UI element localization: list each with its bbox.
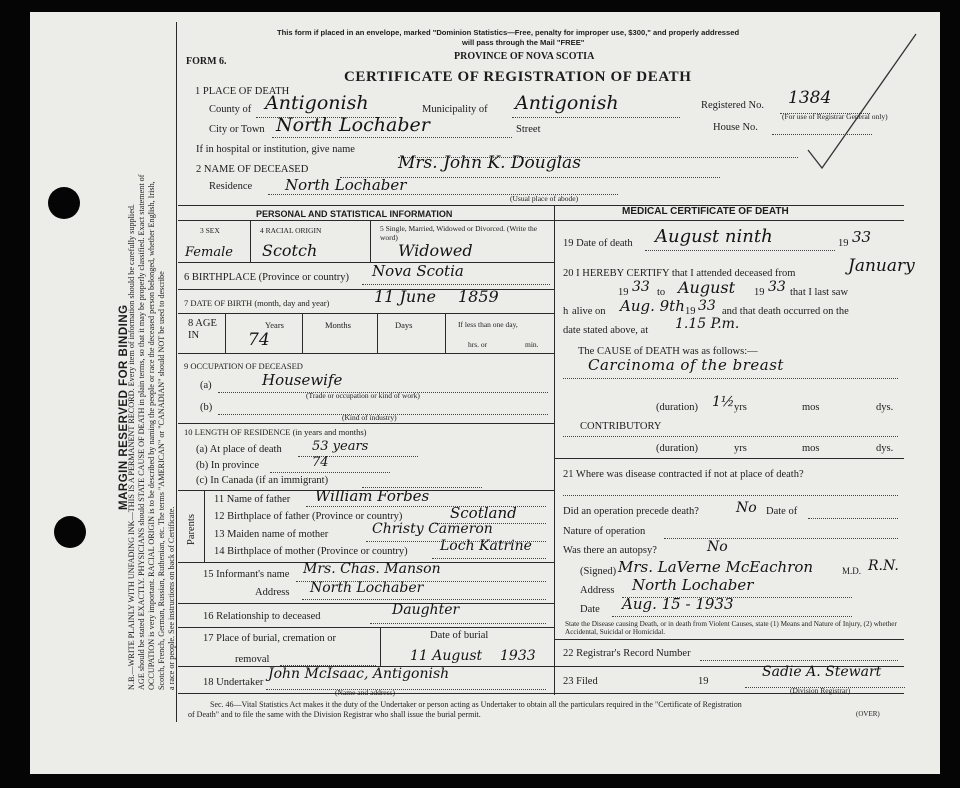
alive-year-value: 33: [698, 298, 716, 314]
yrs-2-label: yrs: [734, 443, 747, 454]
registered-no-value: 1384: [788, 88, 832, 108]
last-alive-value: Aug. 9th: [620, 297, 685, 315]
attended-to-value: August: [678, 278, 736, 297]
relationship-label: 16 Relationship to deceased: [203, 611, 321, 622]
residence-b-label: (b) In province: [196, 460, 259, 471]
burial-date-value: 11 August: [410, 648, 483, 664]
residence-c-label: (c) In Canada (if an immigrant): [196, 475, 329, 486]
occupation-value: Housewife: [262, 371, 343, 389]
death-occurred-label: and that death occurred on the: [722, 306, 849, 317]
autopsy-value: No: [707, 539, 728, 555]
operation-value: No: [736, 500, 757, 516]
contributory-label: CONTRIBUTORY: [580, 421, 662, 432]
undertaker-label: 18 Undertaker: [203, 677, 264, 688]
to-year-prefix: 19: [754, 287, 765, 298]
date-of-death-value: August ninth: [655, 226, 773, 247]
occupation-a-label: (a): [200, 380, 212, 391]
marital-value: Widowed: [398, 241, 473, 260]
place-of-death-label: 1 PLACE OF DEATH: [195, 86, 290, 97]
father-birthplace-label: 12 Birthplace of father (Province or country): [214, 511, 403, 522]
from-year-value: 33: [632, 279, 650, 295]
municipality-label: Municipality of: [422, 104, 488, 115]
deceased-name-value: Mrs. John K. Douglas: [398, 153, 581, 173]
race-label: 4 RACIAL ORIGIN: [260, 226, 322, 235]
registrar-check-mark: [800, 30, 920, 170]
residence-a-value: 53 years: [312, 439, 369, 454]
house-no-label: House No.: [713, 122, 758, 133]
dys-label: dys.: [876, 402, 894, 413]
sex-value: Female: [185, 245, 233, 260]
informant-label: 15 Informant's name: [203, 569, 290, 580]
form-number: FORM 6.: [186, 56, 227, 67]
duration-label: (duration): [656, 402, 698, 413]
less-than-day-label: If less than one day,: [458, 320, 518, 329]
city-value: North Lochaber: [276, 114, 430, 136]
alive-year-prefix: 19: [685, 306, 696, 317]
county-value: Antigonish: [265, 92, 369, 114]
parents-side-label: Parents: [186, 514, 197, 545]
mos-2-label: mos: [802, 443, 820, 454]
marital-label: 5 Single, Married, Widowed or Divorced. (Write the word): [380, 224, 538, 242]
relationship-value: Daughter: [392, 602, 460, 618]
date-stated-label: date stated above, at: [563, 325, 649, 336]
age-years-value: 74: [248, 330, 270, 350]
dod-year-prefix: 19: [838, 238, 849, 249]
undertaker-note: (Name and address): [335, 688, 395, 697]
rn-value: R.N.: [868, 558, 899, 574]
municipality-value: Antigonish: [515, 92, 619, 114]
date-of-death-label: 19 Date of death: [563, 238, 633, 249]
registrar-note: (For use of Registrar General only): [782, 112, 888, 121]
dys-2-label: dys.: [876, 443, 894, 454]
dob-daymonth: 11 June: [374, 287, 436, 306]
removal-label: removal: [235, 654, 270, 665]
medical-section-header: MEDICAL CERTIFICATE OF DEATH: [622, 206, 789, 217]
physician-date-value: Aug. 15 - 1933: [622, 595, 734, 613]
birthplace-label: 6 BIRTHPLACE (Province or country): [184, 272, 350, 283]
age-days-label: Days: [395, 320, 413, 330]
residence-length-label: 10 LENGTH OF RESIDENCE (in years and months): [184, 427, 367, 437]
mail-note: This form if placed in an envelope, marked "Dominion Statistics—Free, penalty for improper use, $300," and properly addressed: [277, 28, 740, 37]
occupation-label: 9 OCCUPATION OF DECEASED: [184, 361, 303, 371]
record-number-label: 22 Registrar's Record Number: [563, 648, 691, 659]
abode-note: (Usual place of abode): [510, 194, 579, 203]
violent-causes-note: State the Disease causing Death, or in death from Violent Causes, state (1) Means and Nature of Injury, (2) whether Accidental, Suicidal or Homicidal.: [565, 620, 897, 636]
age-months-label: Months: [325, 320, 351, 330]
residence-label: Residence: [209, 181, 253, 192]
occupation-a-note: (Trade or occupation or kind of work): [306, 391, 420, 400]
margin-title: MARGIN RESERVED FOR BINDING: [118, 304, 130, 510]
footer-over: (OVER): [856, 710, 880, 718]
residence-value: North Lochaber: [285, 176, 407, 194]
footer-text-1: Sec. 46—Vital Statistics Act makes it the duty of the Undertaker or person acting as Undertaker to obtain all the particulars required in the "Certificate of Registration: [210, 700, 742, 709]
sex-label: 3 SEX: [200, 226, 220, 235]
filed-year-prefix: 19: [698, 676, 709, 687]
personal-section-header: PERSONAL AND STATISTICAL INFORMATION: [256, 209, 453, 219]
occupation-b-label: (b): [200, 402, 213, 413]
informant-value: Mrs. Chas. Manson: [303, 561, 441, 577]
deceased-name-label: 2 NAME OF DECEASED: [196, 164, 309, 175]
street-label: Street: [516, 124, 541, 135]
informant-address-label: Address: [255, 587, 290, 598]
residence-b-value: 74: [312, 455, 329, 470]
footer-text-2: of Death" and to file the same with the Division Registrar who shall issue the burial permit.: [188, 710, 481, 719]
burial-date-label: Date of burial: [430, 630, 489, 641]
q21-label: 21 Where was disease contracted if not at place of death?: [563, 469, 804, 480]
mother-birthplace-value: Loch Katrine: [440, 538, 532, 554]
binding-hole-bottom: [54, 516, 86, 548]
occupation-b-note: (Kind of industry): [342, 413, 397, 422]
nature-of-operation-label: Nature of operation: [563, 526, 646, 537]
binding-hole-top: [48, 187, 80, 219]
dob-label: 7 DATE OF BIRTH (month, day and year): [184, 298, 330, 308]
cause-value: Carcinoma of the breast: [588, 356, 784, 374]
time-of-death-value: 1.15 P.m.: [675, 316, 740, 332]
to-label: to: [657, 287, 666, 298]
physician-date-label: Date: [580, 604, 600, 615]
physician-address-value: North Lochaber: [632, 576, 754, 594]
burial-year-value: 1933: [500, 648, 536, 664]
father-label: 11 Name of father: [214, 494, 291, 505]
race-value: Scotch: [262, 241, 318, 260]
physician-address-label: Address: [580, 585, 615, 596]
residence-a-label: (a) At place of death: [196, 444, 282, 455]
mos-label: mos: [802, 402, 820, 413]
father-birthplace-value: Scotland: [450, 504, 517, 522]
burial-label: 17 Place of burial, cremation or: [203, 633, 336, 644]
filed-label: 23 Filed: [563, 676, 598, 687]
from-year-prefix: 19: [618, 287, 629, 298]
dod-year-value: 33: [852, 228, 872, 246]
duration-value: 1½: [712, 394, 735, 410]
last-saw-label: that I last saw: [790, 287, 849, 298]
dob-year: 1859: [458, 287, 499, 306]
to-year-value: 33: [768, 279, 786, 295]
signed-value: Mrs. LaVerne McEachron: [618, 558, 814, 576]
duration-2-label: (duration): [656, 443, 698, 454]
registered-no-label: Registered No.: [701, 100, 764, 111]
margin-rule: [176, 22, 177, 722]
certify-label: 20 I HEREBY CERTIFY that I attended deceased from: [563, 268, 796, 279]
informant-address-value: North Lochaber: [310, 580, 424, 596]
hospital-label: If in hospital or institution, give name: [196, 144, 355, 155]
autopsy-label: Was there an autopsy?: [563, 545, 657, 556]
signed-label: (Signed): [580, 566, 617, 577]
mother-label: 13 Maiden name of mother: [214, 529, 329, 540]
alive-prefix: h: [563, 306, 569, 317]
md-label: M.D.: [842, 566, 862, 576]
attended-from-value: January: [848, 256, 915, 276]
registrar-signature: Sadie A. Stewart: [762, 664, 882, 680]
age-years-label: Years: [265, 320, 284, 330]
mail-note-2: will pass through the Mail "FREE": [462, 38, 585, 47]
margin-instructions: N.B.—WRITE PLAINLY WITH UNFADING INK—THIS IS A PERMANENT RECORD. Every item of information should be carefully supplied. AGE should be stated EXACTLY. PHYSICIANS should STATE CAUSE OF DEATH in plain terms, so that it may be properly classified. Exact statement of OCCUPATION is very important. RACIAL ORIGIN is to be described by naming the people or race the deceased person belonged, whether English, Irish, Scotch, French, German, Russian, Ruthenian, etc. The terms "AMERICAN" or "CANADIAN" should NOT be used to describe a race or people. See instructions on back of Certificate.: [127, 174, 176, 690]
operation-label: Did an operation precede death?: [563, 506, 699, 517]
father-value: William Forbes: [315, 487, 430, 505]
age-label: 8 AGE IN: [188, 318, 217, 341]
registrar-role: (Division Registrar): [790, 686, 851, 695]
county-label: County of: [209, 104, 252, 115]
cause-label: The CAUSE of DEATH was as follows:—: [578, 346, 758, 357]
mother-birthplace-label: 14 Birthplace of mother (Province or country): [214, 546, 408, 557]
mother-value: Christy Cameron: [372, 521, 493, 537]
province: PROVINCE OF NOVA SCOTIA: [454, 51, 595, 62]
alive-on-label: alive on: [572, 306, 606, 317]
hrs-label: hrs. or: [468, 340, 488, 349]
operation-date-label: Date of: [766, 506, 798, 517]
certificate-title: CERTIFICATE OF REGISTRATION OF DEATH: [344, 69, 692, 85]
min-label: min.: [525, 340, 539, 349]
city-label: City or Town: [209, 124, 265, 135]
undertaker-value: John McIsaac, Antigonish: [268, 666, 450, 682]
birthplace-value: Nova Scotia: [372, 262, 464, 280]
yrs-label: yrs: [734, 402, 747, 413]
